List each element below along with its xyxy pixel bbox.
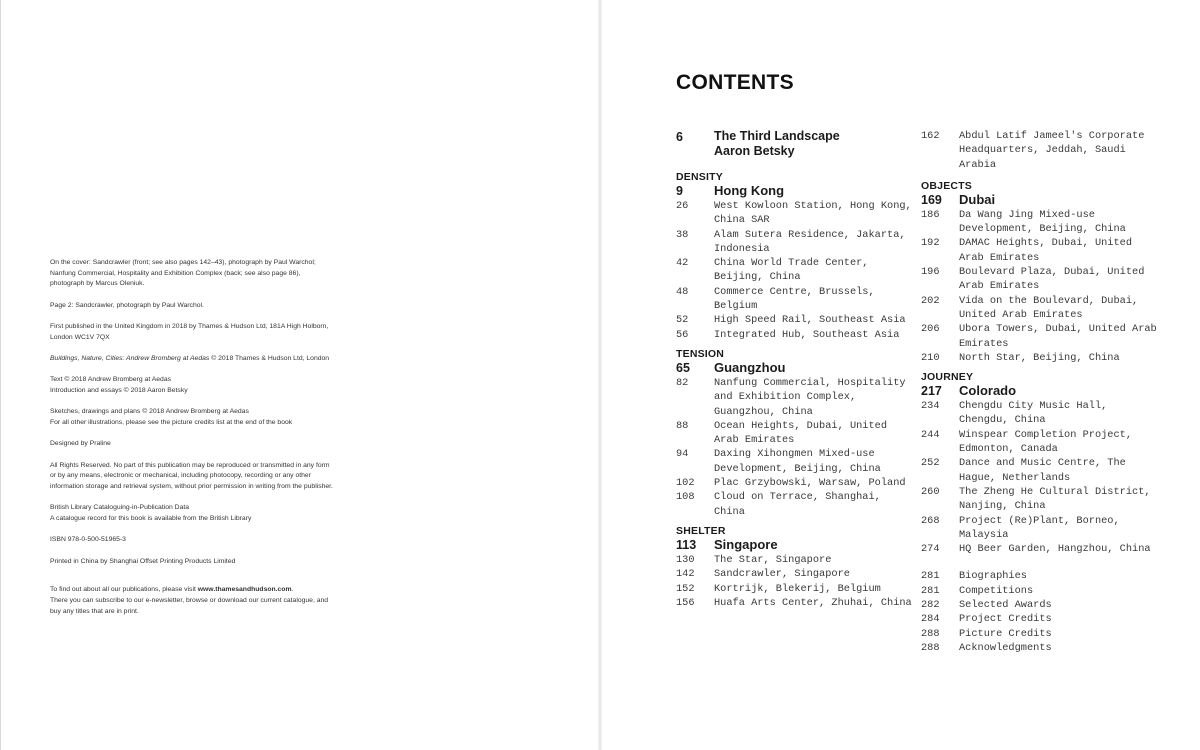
section-density [676, 172, 916, 342]
toc-entry-page: 206 [921, 323, 940, 336]
toc-entry[interactable] [921, 236, 1161, 265]
toc-entry-title: Vida on the Boulevard, Dubai, United Arab Emirates [959, 294, 1139, 321]
colophon-designer: Designed by Praline [50, 440, 111, 448]
book-gutter [598, 0, 602, 750]
back-matter-list [921, 569, 1161, 655]
section-city-name: Hong Kong [714, 183, 785, 198]
colophon-copyright-title [50, 354, 335, 365]
toc-entry[interactable] [921, 208, 1161, 237]
section-city-name: Guangzhou [714, 359, 786, 375]
section-page-number: 217 [921, 384, 942, 399]
section-label: TENSION [676, 347, 725, 360]
toc-entry-page: 210 [921, 351, 940, 364]
colophon-footer [50, 585, 335, 617]
toc-entry[interactable] [921, 294, 1161, 323]
toc-entry[interactable] [921, 428, 1161, 457]
toc-entry-page: 274 [921, 543, 940, 556]
colophon-rights: All Rights Reserved. No part of this publication may be reproduced or transmitted in any form or by any means, electronic or mechanical, including photocopy, recording or any other information storage and retrieval system, without prior permission in writing from the publisher. [50, 461, 333, 490]
toc-entry-page: 108 [676, 491, 695, 504]
toc-entry[interactable] [676, 419, 916, 448]
toc-entry-page: 82 [676, 376, 689, 389]
toc-entry[interactable] [921, 485, 1161, 514]
toc-entry-page: 102 [676, 477, 695, 490]
toc-entry-title: West Kowloon Station, Hong Kong, China SAR [714, 200, 912, 227]
toc-entry-page: 48 [676, 285, 689, 298]
toc-entry-title: Project (Re)Plant, Borneo, Malaysia [959, 514, 1120, 541]
toc-entry-page: 52 [676, 314, 689, 327]
left-page-edge [0, 0, 1, 750]
colophon-illustrations: Sketches, drawings and plans © 2018 Andrew Bromberg at Aedas For all other illustrations, please see the picture credits list at the end of the book [50, 408, 293, 426]
toc-entry-title: Ubora Towers, Dubai, United Arab Emirates [959, 323, 1157, 350]
colophon-isbn: ISBN 978-0-500-51965-3 [50, 536, 126, 544]
toc-entry-title: Huafa Arts Center, Zhuhai, China [714, 596, 912, 609]
toc-entry-page: 284 [921, 613, 940, 626]
toc-entry[interactable] [676, 476, 916, 490]
lead-title-line1: The Third Landscape [714, 129, 840, 143]
book-title: Buildings, Nature, Cities: Andrew Bromberg at Aedas [50, 355, 210, 362]
toc-entry[interactable] [676, 582, 916, 596]
toc-entry[interactable] [921, 598, 1161, 612]
toc-entry-title: Kortrijk, Blekerij, Belgium [714, 582, 881, 595]
toc-entry-title: Competitions [959, 584, 1034, 597]
toc-entry-page: 234 [921, 400, 940, 413]
toc-entry-page: 56 [676, 328, 689, 341]
toc-entry-page: 88 [676, 419, 689, 432]
toc-entry[interactable] [676, 490, 916, 519]
toc-entry-title: DAMAC Heights, Dubai, United Arab Emirates [959, 237, 1133, 264]
toc-entry-title: Plac Grzybowski, Warsaw, Poland [714, 477, 906, 490]
toc-entry[interactable] [921, 351, 1161, 365]
section-label: OBJECTS [921, 179, 972, 192]
toc-entry-title: Picture Credits [959, 627, 1052, 640]
toc-entry[interactable] [676, 313, 916, 327]
section-city-heading[interactable] [921, 383, 1161, 398]
section-city-heading[interactable] [676, 360, 916, 375]
toc-entry-page: 192 [921, 237, 940, 250]
section-objects [921, 181, 1161, 365]
toc-entry[interactable] [921, 641, 1161, 655]
section-city-heading[interactable] [676, 537, 916, 552]
section-label: SHELTER [676, 524, 726, 537]
section-page-number: 65 [676, 360, 690, 375]
toc-entry[interactable] [921, 569, 1161, 583]
section-page-number: 169 [921, 192, 942, 207]
section-city-name: Dubai [959, 191, 996, 207]
section-journey [921, 372, 1161, 556]
toc-entry-title: Cloud on Terrace, Shanghai, China [714, 491, 881, 518]
toc-entry-page: 252 [921, 457, 940, 470]
section-city-heading[interactable] [921, 192, 1161, 207]
toc-entry[interactable] [676, 285, 916, 314]
toc-entry-title: Sandcrawler, Singapore [714, 568, 850, 581]
toc-entry-title: Chengdu City Music Hall, Chengdu, China [959, 400, 1108, 427]
toc-entry-title: Selected Awards [959, 599, 1052, 612]
toc-entry-title: Commerce Centre, Brussels, Belgium [714, 285, 875, 313]
toc-entry-page: 152 [676, 582, 695, 595]
section-page-number: 9 [676, 184, 683, 198]
toc-entry[interactable] [676, 553, 916, 567]
footer-after: . There you can subscribe to our e-newsletter, browse or download our current catalogue, and buy any titles that are in print. [50, 586, 329, 615]
colophon-cip: British Library Cataloguing-in-Publication Data A catalogue record for this book is available from the British Library [50, 504, 252, 522]
toc-entry-title: The Zheng He Cultural District, Nanjing, China [959, 485, 1151, 513]
toc-entry-title: Winspear Completion Project, Edmonton, Canada [959, 428, 1133, 456]
toc-entry-page: 142 [676, 568, 695, 581]
toc-entry-title: Dance and Music Centre, The Hague, Netherlands [959, 457, 1126, 484]
toc-entry[interactable] [676, 376, 916, 419]
section-tension [676, 349, 916, 519]
section-city-name: Colorado [959, 383, 1017, 399]
toc-entry-title: North Star, Beijing, China [959, 351, 1120, 364]
toc-entry[interactable] [921, 322, 1161, 351]
column-2-sections [921, 181, 1161, 557]
toc-entry[interactable] [676, 447, 916, 476]
toc-entry-page: 281 [921, 570, 940, 583]
toc-entry-title: Da Wang Jing Mixed-use Development, Beijing, China [959, 208, 1126, 236]
toc-entry-title: Abdul Latif Jameel's Corporate Headquarters, Jeddah, Saudi Arabia [959, 130, 1145, 171]
toc-entry-page: 42 [676, 257, 689, 270]
toc-entry-page: 186 [921, 208, 940, 221]
colophon-publisher: First published in the United Kingdom in 2018 by Thames & Hudson Ltd, 181A High Holborn, London WC1V 7QX [50, 323, 329, 341]
lead-title [714, 129, 840, 159]
toc-entry-page: 282 [921, 599, 940, 612]
toc-entry[interactable] [676, 199, 916, 228]
toc-entry[interactable] [921, 514, 1161, 543]
toc-entry-page: 288 [921, 627, 940, 640]
toc-entry-title: Ocean Heights, Dubai, United Arab Emirates [714, 419, 888, 447]
contents-lead-entry[interactable] [676, 129, 916, 159]
toc-entry[interactable] [676, 228, 916, 257]
footer-before: To find out about all our publications, please visit [50, 586, 198, 594]
toc-entry-title: Boulevard Plaza, Dubai, United Arab Emirates [959, 266, 1145, 293]
toc-entry-page: 130 [676, 553, 695, 566]
toc-entry[interactable] [676, 567, 916, 581]
toc-entry-title: The Star, Singapore [714, 553, 832, 566]
toc-entry-title: Daxing Xihongmen Mixed-use Development, Beijing, China [714, 448, 881, 475]
lead-title-line2: Aaron Betsky [714, 144, 795, 158]
toc-entry-title: Integrated Hub, Southeast Asia [714, 328, 900, 341]
section-city-name: Singapore [714, 536, 778, 552]
publisher-url-link[interactable]: www.thamesandhudson.com [197, 586, 292, 594]
book-copyright: © 2018 Thames & Hudson Ltd, London [209, 355, 330, 362]
toc-entry[interactable] [921, 542, 1161, 556]
toc-entry-page: 94 [676, 448, 689, 461]
toc-entry[interactable] [921, 612, 1161, 626]
toc-entry-title: China World Trade Center, Beijing, China [714, 257, 869, 284]
toc-entry-title: Acknowledgments [959, 641, 1052, 654]
toc-entry-page: 26 [676, 200, 689, 212]
contents-title: CONTENTS [676, 71, 794, 94]
contents-column-2 [921, 129, 1161, 655]
lead-page-number: 6 [676, 130, 683, 144]
toc-entry[interactable] [921, 627, 1161, 641]
toc-entry-page: 281 [921, 584, 940, 597]
toc-entry-page: 38 [676, 228, 689, 241]
contents-column-1 [676, 129, 916, 610]
colophon-page2-credit: Page 2: Sandcrawler, photograph by Paul Warchol. [50, 301, 204, 309]
colophon [50, 258, 335, 628]
section-shelter [676, 526, 916, 610]
toc-entry-title: Nanfung Commercial, Hospitality and Exhibition Complex, Guangzhou, China [714, 376, 906, 418]
toc-entry-page: 260 [921, 485, 940, 498]
section-city-heading[interactable] [676, 183, 916, 198]
toc-entry-title: HQ Beer Garden, Hangzhou, China [959, 543, 1151, 556]
column-1-sections [676, 172, 916, 610]
toc-entry[interactable] [676, 328, 916, 342]
toc-entry-page: 268 [921, 514, 940, 527]
toc-entry-page: 244 [921, 428, 940, 441]
colophon-printer: Printed in China by Shanghai Offset Printing Products Limited [50, 557, 236, 565]
toc-entry[interactable] [921, 456, 1161, 485]
colophon-cover-credit: On the cover: Sandcrawler (front; see also pages 142–43), photograph by Paul Warchol; Nanfung Commercial, Hospitality and Exhibition Complex (back; see also page 86), photograph by Marcus Oleniuk. [50, 259, 316, 288]
toc-entry[interactable] [921, 399, 1161, 428]
toc-entry[interactable] [921, 584, 1161, 598]
toc-entry-page: 202 [921, 294, 940, 307]
section-label: JOURNEY [921, 371, 974, 384]
section-page-number: 113 [676, 537, 697, 552]
section-label: DENSITY [676, 171, 723, 183]
toc-entry-page: 156 [676, 596, 695, 609]
toc-entry-title: High Speed Rail, Southeast Asia [714, 314, 906, 327]
toc-entry[interactable] [676, 596, 916, 610]
toc-entry-title: Biographies [959, 570, 1027, 583]
toc-entry[interactable] [676, 256, 916, 285]
colophon-text-copyright: Text © 2018 Andrew Bromberg at Aedas Introduction and essays © 2018 Aaron Betsky [50, 376, 188, 394]
toc-entry-page: 288 [921, 641, 940, 654]
toc-entry-page: 162 [921, 130, 940, 142]
toc-entry[interactable] [921, 265, 1161, 294]
toc-entry-page: 196 [921, 266, 940, 279]
toc-entry-title: Alam Sutera Residence, Jakarta, Indonesia [714, 228, 906, 255]
toc-entry-title: Project Credits [959, 613, 1052, 626]
toc-entry[interactable] [921, 129, 1161, 172]
